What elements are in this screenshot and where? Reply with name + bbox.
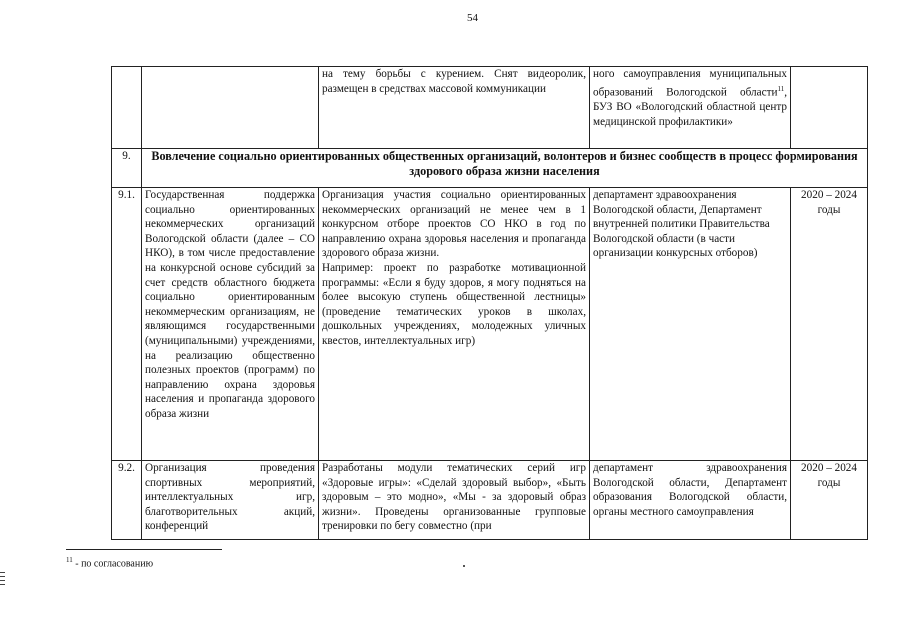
term-cell: 2020 – 2024 годы: [791, 188, 868, 461]
measures-table: [111, 66, 868, 540]
table-row-9-2: [112, 461, 868, 540]
footnote-text: - по согласованию: [72, 558, 154, 570]
row-number-cell: [112, 67, 142, 149]
measure-cell: Государственная поддержка социально ориентированных некоммерческих организаций Вологодской области (далее – СО НКО), в том числе предоставление на конкурсной основе субсидий за счет средств областного бюджета социально ориентированным некоммерческим организациям, не являющимся государственными (муниципальными) учреждениями, на реализацию общественно полезных проектов (программ) по направлению охрана здоровья населения и пропаганда здорового образа жизни: [142, 188, 319, 461]
result-cell: [319, 188, 590, 461]
result-cell: Разработаны модули тематических серий игр «Здоровые игры»: «Сделай здоровый выбор», «Быть здоровым – это модно», «Мы - за здоровый образ жизни». Проведены организованные групповые тренировки по бегу совместно (при: [319, 461, 590, 540]
binding-marks: [0, 572, 5, 588]
footnote-ref: 11: [777, 84, 785, 93]
executor-text-a: ного самоуправления муниципальных образований Вологодской области: [593, 68, 787, 99]
term-cell: [791, 67, 868, 149]
table-row-section: [112, 149, 868, 188]
executor-cell: департамент здравоохранения Вологодской области, Департамент внутренней политики Правительства Вологодской области (в части организации конкурсных отборов): [590, 188, 791, 461]
result-paragraph: Например: проект по разработке мотивационной программы: «Если я буду здоров, я могу подняться на более высокую ступень общественной лестницы» (проведение тематических уроков в школах, дошкольных учреждениях, молодежных уличных квестов, интеллектуальных игр): [322, 261, 586, 347]
measure-cell: [142, 67, 319, 149]
term-cell: 2020 – 2024 годы: [791, 461, 868, 540]
row-number-cell: 9.1.: [112, 188, 142, 461]
executor-cell: [590, 67, 791, 149]
table-row-continuation: [112, 67, 868, 149]
section-title: Вовлечение социально ориентированных общественных организаций, волонтеров и бизнес сообществ в процесс формирования здорового образа жизни населения: [142, 149, 868, 188]
table-row-9-1: [112, 188, 868, 461]
footnote-separator: [66, 549, 222, 550]
executor-cell: департамент здравоохранения Вологодской области, Департамент образования Вологодской области, органы местного самоуправления: [590, 461, 791, 540]
executor-text-b: , БУЗ ВО «Вологодский областной центр медицинской профилактики»: [593, 86, 787, 128]
result-cell: на тему борьбы с курением. Снят видеоролик, размещен в средствах массовой коммуникации: [319, 67, 590, 149]
footnote-marker: 11: [66, 556, 73, 564]
measure-cell: Организация проведения спортивных мероприятий, интеллектуальных игр, благотворительных акций, конференций: [142, 461, 319, 540]
page-number: 54: [467, 12, 478, 24]
footnote: [66, 556, 153, 569]
scan-speck: [463, 565, 465, 567]
result-paragraph: Организация участия социально ориентированных некоммерческих организаций не менее чем в 1 конкурсном отборе проектов СО НКО в год по направлению охрана здоровья населения и пропаганда здорового образа жизни.: [322, 189, 586, 260]
row-number-cell: 9.2.: [112, 461, 142, 540]
section-number: 9.: [112, 149, 142, 188]
